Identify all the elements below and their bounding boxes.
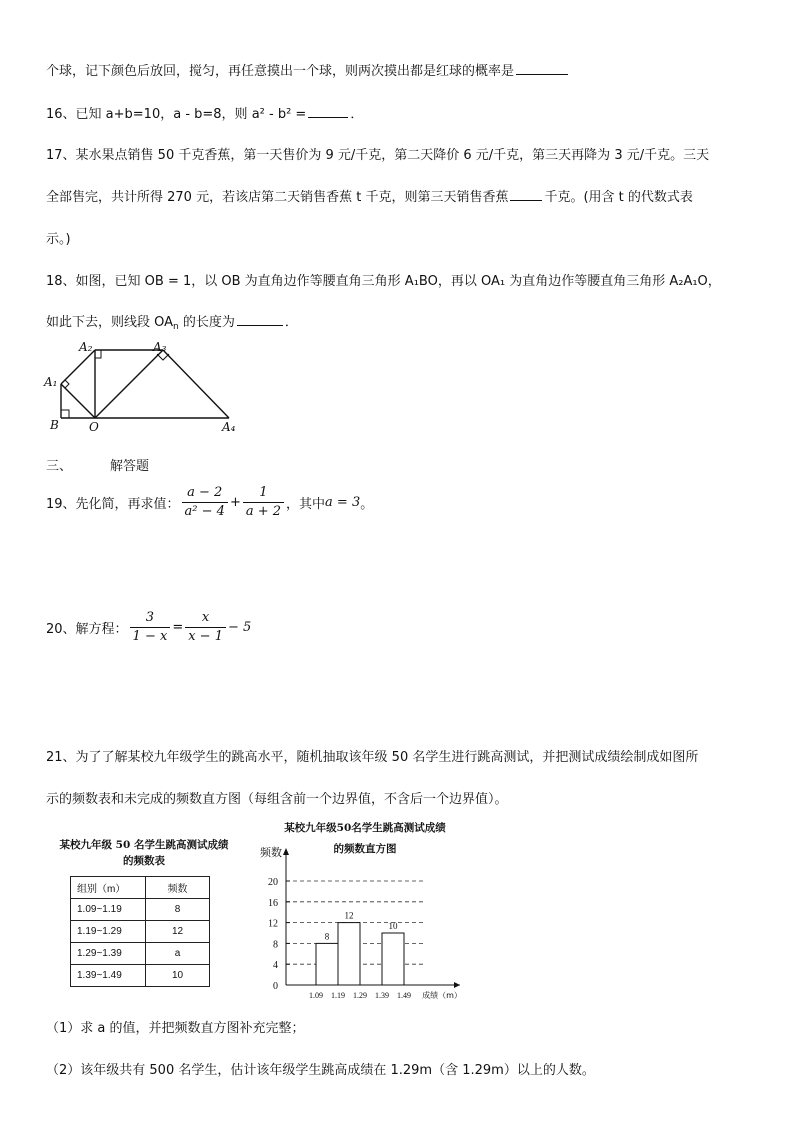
y-tick-label: 16: [268, 897, 278, 909]
chart-title: 某校九年级50名学生跳高测试成绩: [284, 822, 446, 834]
freq-table-title-2: 的频数表: [123, 855, 165, 867]
bar-data-label: 12: [344, 910, 354, 921]
histogram-bar: [316, 943, 338, 985]
q20: 20、解方程： $\frac{3}{1 - x}$ = $\frac{x}{x - 1}$ − 5: [46, 610, 252, 644]
y-tick-label: 0: [273, 981, 278, 992]
x-tick-label: 1.39: [375, 991, 389, 1000]
q19-fraction-1: $\frac{a - 2}{\text{a² − 4}}$: [182, 484, 228, 521]
part-2: （2）该年级共有 500 名学生，估计该年级学生跳高成绩在 1.29m（含 1.29m）以上的人数。: [46, 1063, 595, 1078]
label-A2: A₂: [79, 340, 93, 354]
frequency-histogram: [248, 838, 482, 1000]
histogram-bar: [382, 933, 404, 985]
bar-data-label: 8: [324, 931, 330, 942]
q18-geometry-figure: [40, 340, 240, 435]
q16: 16、已知 a+b=10，a - b=8，则 a² - b² = ．: [46, 107, 364, 122]
table-header-cell: 频数: [146, 877, 210, 899]
y-axis-arrow: [283, 848, 289, 855]
label-O: O: [89, 420, 99, 434]
q17-answer-blank[interactable]: [510, 188, 542, 201]
bar-data-label: 10: [388, 921, 398, 931]
q20-fraction-2: $\frac{x}{x - 1}$: [185, 609, 226, 646]
x-tick-label: 1.09: [309, 991, 323, 1000]
table-header-cell: 组别（m）: [71, 877, 146, 899]
y-tick-label: 4: [273, 960, 278, 972]
q17-line2: 全部售完，共计所得 270 元，若该店第二天销售香蕉 t 千克，则第三天销售香蕉 千克。(用含 t 的代数式表: [46, 190, 693, 205]
label-A1: A₁: [44, 375, 58, 389]
x-tick-label: 1.29: [353, 991, 367, 1000]
part-1: （1）求 a 的值，并把频数直方图补充完整；: [46, 1021, 305, 1036]
y-tick-label: 8: [273, 939, 278, 951]
q17-line3: 示。): [46, 232, 71, 247]
table-row: 1.29~1.39 a: [71, 943, 210, 965]
q19: 19、先化简，再求值： $\frac{a - 2}{\text{a² − 4}}$ + $\frac{1}{a + 2}$ ，其中a = 3。: [46, 485, 374, 519]
table-header-row: [71, 877, 210, 899]
label-B: B: [50, 418, 59, 432]
q18-line2: 如此下去，则线段 $OA_n$ 的长度为 ．: [46, 315, 298, 332]
chart-subtitle: 的频数直方图: [333, 843, 397, 855]
q20-fraction-1: $\frac{3}{1 - x}$: [130, 609, 171, 646]
x-axis-arrow: [454, 982, 460, 988]
q16-answer-blank[interactable]: [308, 105, 348, 118]
section-3-heading: 三、 解答题: [46, 459, 150, 474]
y-axis-label: 频数: [260, 846, 282, 859]
y-tick-label: 20: [268, 877, 278, 888]
y-tick-label: 12: [268, 918, 278, 930]
table-row: 1.19~1.29 12: [71, 921, 210, 943]
x-tick-label: 1.19: [331, 991, 345, 1000]
table-row: 1.09~1.19 8: [71, 899, 210, 921]
x-tick-label: 1.49: [397, 991, 411, 1000]
frequency-table: [70, 876, 210, 987]
q18-answer-blank[interactable]: [237, 313, 283, 326]
freq-table-title-1: 某校九年级 50 名学生跳高测试成绩: [59, 839, 229, 851]
q19-fraction-2: $\frac{1}{a + 2}$: [243, 484, 284, 521]
q21-line1: 21、为了了解某校九年级学生的跳高水平，随机抽取该年级 50 名学生进行跳高测试，并把测试成绩绘制成如图所: [46, 750, 699, 765]
q15-continuation: 个球，记下颜色后放回，搅匀，再任意摸出一个球，则两次摸出都是红球的概率是: [46, 60, 570, 79]
q18-line1: 18、如图，已知 OB = 1，以 OB 为直角边作等腰直角三角形 A₁BO，再以 OA₁ 为直角边作等腰直角三角形 A₂A₁O，: [46, 274, 721, 289]
label-A4: A₄: [222, 420, 236, 434]
q15-answer-blank[interactable]: [516, 62, 568, 75]
q17-line1: 17、某水果点销售 50 千克香蕉，第一天售价为 9 元/千克，第二天降价 6 元/千克，第三天再降为 3 元/千克。三天: [46, 148, 710, 163]
x-axis-label: 成绩（m）: [422, 991, 462, 1000]
q21-line2: 示的频数表和未完成的频数直方图（每组含前一个边界值，不含后一个边界值）。: [46, 792, 508, 807]
histogram-bar: [338, 923, 360, 985]
table-row: 1.39~1.49 10: [71, 965, 210, 987]
label-A3: A₃: [153, 340, 167, 354]
